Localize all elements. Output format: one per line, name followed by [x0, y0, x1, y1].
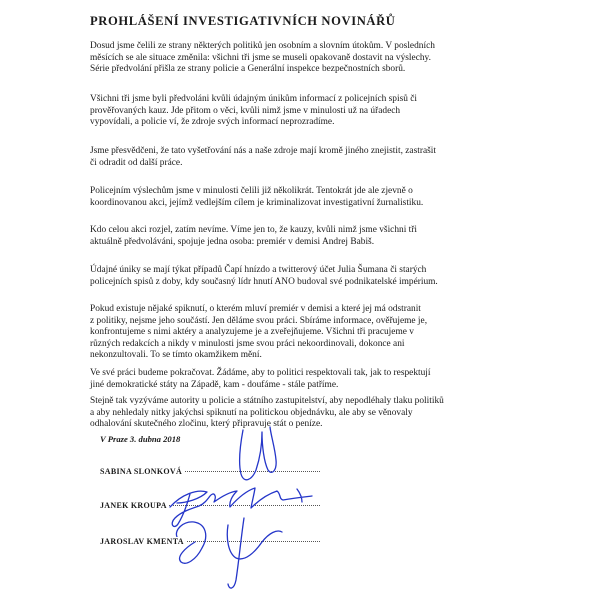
text-line: Dosud jsme čelili ze strany některých politiků jen osobním a slovním útokům. V posledních — [90, 41, 435, 51]
document-title: PROHLÁŠENÍ INVESTIGATIVNÍCH NOVINÁŘŮ — [90, 14, 396, 28]
text-line: odhalování skutečného zločinu, který připravuje stát o peníze. — [90, 419, 323, 430]
text-line: Jsme přesvědčeni, že tato vyšetřování nás a naše zdroje mají kromě jiného znejistit, zastrašit — [90, 146, 436, 156]
text-line: aktuálně předvoláváni, spojuje jedna osoba: premiér v demisi Andrej Babiš. — [90, 236, 375, 247]
paragraph-4 — [90, 186, 558, 209]
paragraph-3 — [90, 146, 558, 169]
text-line: a aby nehledaly nitky jakýchsi spiknutí na politickou objednávku, ale aby se věnovaly — [90, 407, 413, 418]
text-line: policejních spisů z doby, kdy současný lídr hnutí ANO budoval své podnikatelské impérium. — [90, 276, 438, 287]
signature-line-kroupa — [100, 495, 320, 510]
text-line: z politiky, nejsme jeho součástí. Jen děláme svou práci. Sbíráme informace, ověřujeme je, — [90, 315, 428, 326]
text-line: Údajné úniky se mají týkat případů Čapí hnízdo a twitterový účet Julia Šumana či starých — [90, 265, 427, 275]
paragraph-7 — [90, 304, 558, 362]
text-line: různých redakcích a nikdy v minulosti jsme svou práci nekoordinovali, dokonce ani — [90, 338, 405, 349]
text-line: Všichni tři jsme byli předvoláni kvůli údajným únikům informací z policejních spisů či — [90, 94, 418, 104]
text-line: koordinovanou akci, jejímž vedlejším cílem je kriminalizovat investigativní žurnalistiku. — [90, 197, 424, 208]
text-line: konfrontujeme s nimi aktéry a analyzujeme je a zveřejňujeme. Všichni tři pracujeme v — [90, 327, 414, 338]
text-line: Policejním výslechům jsme v minulosti čelili již několikrát. Tentokrát jde ale zjevně o — [90, 186, 413, 196]
text-line: Kdo celou akci rozjel, zatím nevíme. Víme jen to, že kauzy, kvůli nimž jsme všichni tři — [90, 225, 417, 235]
text-line: Ve své práci budeme pokračovat. Žádáme, aby to politici respektovali tak, jak to respektují — [90, 368, 431, 378]
paragraph-5 — [90, 225, 558, 248]
signature-line-slonkova — [100, 461, 320, 476]
date-place: V Praze 3. dubna 2018 — [100, 434, 181, 444]
text-line: či odradit od další práce. — [90, 157, 183, 168]
text-line: Série předvolání přišla ze strany policie a Generální inspekce bezpečnostních sborů. — [90, 64, 406, 75]
text-line: Pokud existuje nějaké spiknutí, o kterém mluví premiér v demisi a které jej má odstranit — [90, 304, 421, 314]
text-line: prověřovaných kauz. Jde přitom o věci, kvůli nimž jsme v minulosti už na úřadech — [90, 105, 401, 116]
text-line: Stejně tak vyzýváme autority u policie a státního zastupitelství, aby nepodléhaly tlaku politiků — [90, 396, 444, 406]
text-line: vypovídali, a policie ví, že zdroje svých informací neprozradíme. — [90, 117, 335, 128]
paragraph-8 — [90, 368, 558, 391]
text-line: nekonzultovali. To se tímto okamžikem mění. — [90, 350, 262, 361]
paragraph-6 — [90, 265, 558, 288]
signatory-name: SABINA SLONKOVÁ — [100, 467, 183, 476]
paragraph-9 — [90, 396, 558, 431]
signature-kroupa — [170, 488, 312, 526]
paragraph-1 — [90, 41, 558, 76]
paragraph-2 — [90, 94, 558, 129]
signature-line-kmenta — [100, 531, 320, 546]
signatory-name: JAROSLAV KMENTA — [100, 537, 184, 546]
text-line: jiné demokratické státy na Západě, kam - doufáme - stále patříme. — [90, 379, 339, 390]
signatory-name: JANEK KROUPA — [100, 501, 167, 510]
text-line: měsících se ale situace změnila: všichni tři jsme se museli opakovaně dostavit na výslechy. — [90, 52, 431, 63]
signature-kmenta — [176, 518, 282, 588]
